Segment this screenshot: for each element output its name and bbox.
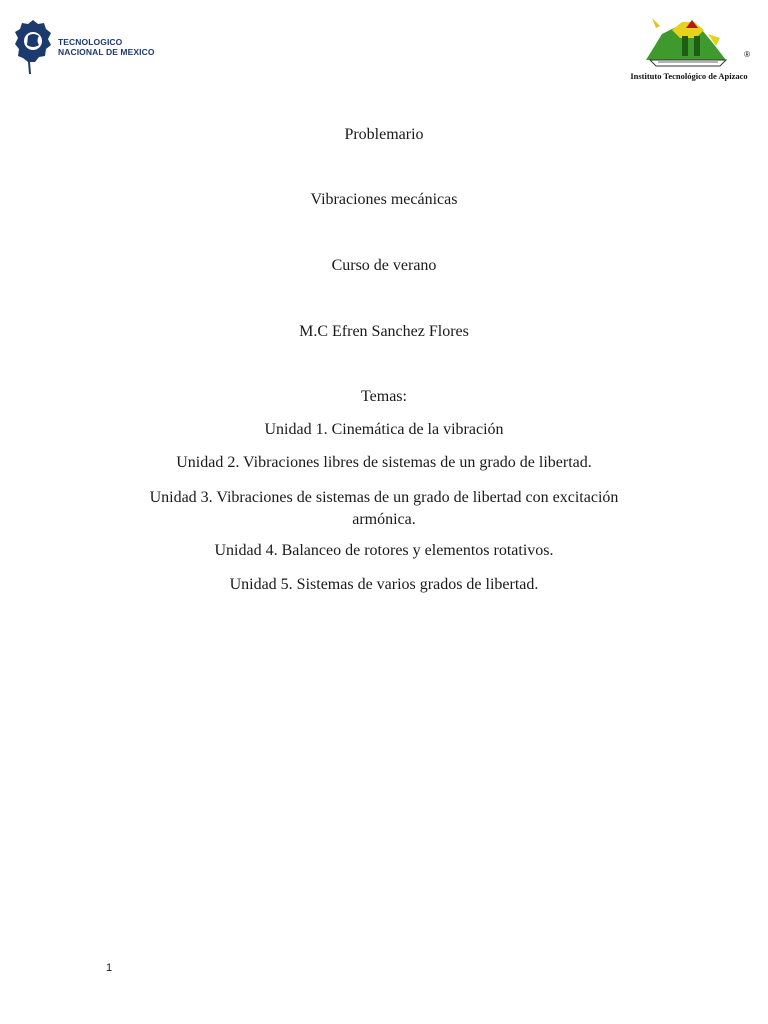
tecnm-name — [58, 37, 155, 57]
document-author: M.C Efren Sanchez Flores — [299, 323, 469, 340]
page-number: 1 — [106, 962, 113, 974]
topic-item: Unidad 2. Vibraciones libres de sistemas de un grado de libertad. — [176, 454, 592, 471]
ita-caption: Instituto Tecnológico de Apizaco — [630, 71, 748, 81]
tecnm-line-1: TECNOLOGICO — [58, 37, 123, 47]
ita-logo-icon — [642, 16, 734, 72]
document-title: Problemario — [344, 126, 424, 143]
topic-item: Unidad 3. Vibraciones de sistemas de un grado de libertad con excitación armónica. — [149, 489, 619, 528]
topic-item: Unidad 4. Balanceo de rotores y elementos rotativos. — [214, 542, 554, 559]
tecnm-line-2: NACIONAL DE MEXICO — [58, 47, 155, 57]
tecnm-logo — [14, 18, 155, 76]
topic-item: Unidad 1. Cinemática de la vibración — [264, 421, 504, 438]
topic-item: Unidad 5. Sistemas de varios grados de libertad. — [229, 576, 539, 593]
document-subject: Vibraciones mecánicas — [310, 191, 458, 208]
tecnm-logo-icon — [14, 18, 52, 76]
ita-logo — [624, 16, 754, 86]
document-course: Curso de verano — [331, 257, 437, 274]
topics-heading: Temas: — [361, 388, 407, 405]
registered-mark: ® — [744, 50, 750, 59]
